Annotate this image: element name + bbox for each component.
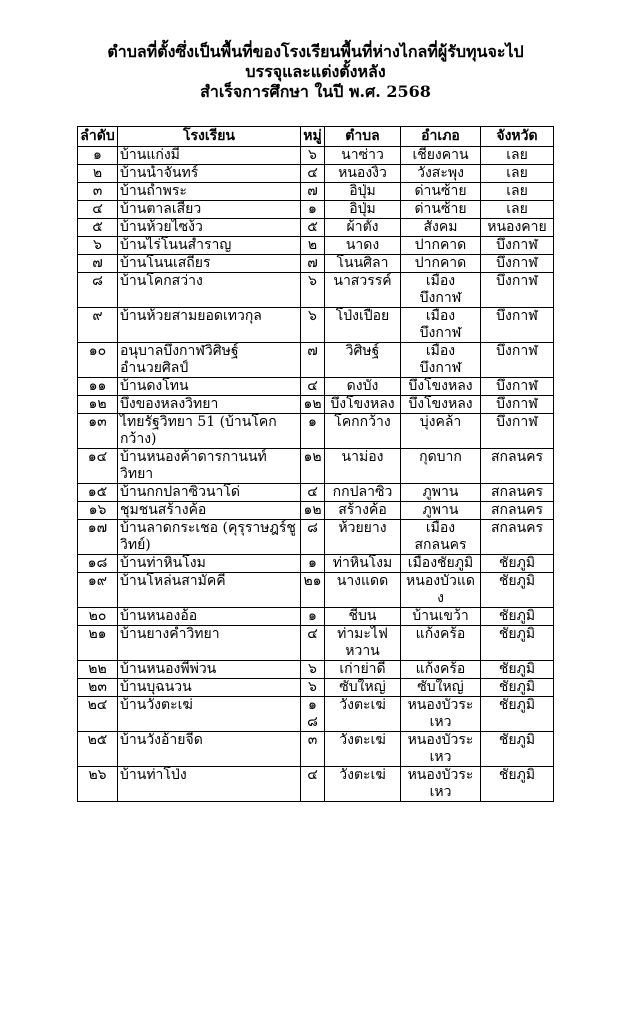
cell-tambon: โนนศิลา <box>325 255 401 273</box>
table-row <box>78 573 554 608</box>
cell-school: อนุบาลบึงกาฬวิศิษฐ์อำนวยศิลป์ <box>118 343 301 378</box>
table-body <box>78 147 554 802</box>
table-row <box>78 449 554 484</box>
cell-province: บึงกาฬ <box>481 343 554 378</box>
cell-province: บึงกาฬ <box>481 255 554 273</box>
table-row <box>78 732 554 767</box>
table-row <box>78 697 554 732</box>
cell-province: สกลนคร <box>481 502 554 520</box>
cell-school: บ้านแก่งมี่ <box>118 147 301 165</box>
title-line-2: บรรจุและแต่งตั้งหลัง <box>245 62 386 81</box>
cell-amphoe: ด่านซ้าย <box>401 183 481 201</box>
cell-school: บ้านถ้ำพระ <box>118 183 301 201</box>
cell-no: ๙ <box>78 308 118 343</box>
table-row <box>78 147 554 165</box>
cell-moo: ๒๑ <box>301 573 325 608</box>
cell-tambon: สร้างค้อ <box>325 502 401 520</box>
cell-province: บึงกาฬ <box>481 273 554 308</box>
document-title <box>0 42 631 102</box>
cell-amphoe: ภูพาน <box>401 502 481 520</box>
cell-amphoe: เมืองชัยภูมิ <box>401 555 481 573</box>
cell-no: ๑ <box>78 147 118 165</box>
cell-amphoe: เมือง บึงกาฬ <box>401 308 481 343</box>
cell-no: ๑๒ <box>78 396 118 414</box>
table-row <box>78 219 554 237</box>
table-row <box>78 661 554 679</box>
cell-school: บ้านตาลเสี้ยว <box>118 201 301 219</box>
cell-no: ๒๓ <box>78 679 118 697</box>
table-row <box>78 679 554 697</box>
cell-no: ๓ <box>78 183 118 201</box>
cell-tambon: เก่าย่าดี <box>325 661 401 679</box>
cell-school: บ้านลาดกระเชอ (คุรุราษฎร์ชูวิทย์) <box>118 520 301 555</box>
title-line-1: ตำบลที่ตั้งซึ่งเป็นพื้นที่ของโรงเรียนพื้นที่ห่างไกลที่ผู้รับทุนจะไป <box>107 42 524 61</box>
table-row <box>78 183 554 201</box>
header-tambon: ตำบล <box>325 127 401 147</box>
cell-school: บ้านหนองค้าดารกานนท์วิทยา <box>118 449 301 484</box>
cell-no: ๑๓ <box>78 414 118 449</box>
table-row <box>78 396 554 414</box>
header-amphoe: อำเภอ <box>401 127 481 147</box>
table-row <box>78 255 554 273</box>
header-no: ลำดับ <box>78 127 118 147</box>
cell-school: บ้านท่าโป่ง <box>118 767 301 802</box>
cell-amphoe: ปากคาด <box>401 237 481 255</box>
cell-moo: ๘ <box>301 520 325 555</box>
table-row <box>78 502 554 520</box>
table-row <box>78 273 554 308</box>
cell-school: บ้านกกปลาซิวนาโด่ <box>118 484 301 502</box>
cell-amphoe: หนองบัวระเหว <box>401 767 481 802</box>
cell-no: ๗ <box>78 255 118 273</box>
cell-amphoe: สังคม <box>401 219 481 237</box>
cell-amphoe: เชียงคาน <box>401 147 481 165</box>
cell-amphoe: ซับใหญ่ <box>401 679 481 697</box>
cell-tambon: ท่ามะไฟหวาน <box>325 626 401 661</box>
cell-no: ๒๕ <box>78 732 118 767</box>
cell-moo: ๖ <box>301 679 325 697</box>
cell-school: บ้านโนนเสถียร <box>118 255 301 273</box>
table-row <box>78 608 554 626</box>
cell-moo: ๑๒ <box>301 502 325 520</box>
header-school: โรงเรียน <box>118 127 301 147</box>
cell-tambon: นาม่อง <box>325 449 401 484</box>
cell-province: ชัยภูมิ <box>481 732 554 767</box>
cell-moo: ๗ <box>301 255 325 273</box>
cell-tambon: ซับใหญ่ <box>325 679 401 697</box>
cell-tambon: ผ้าตั้ง <box>325 219 401 237</box>
cell-tambon: อิปุ่ม <box>325 201 401 219</box>
cell-tambon: โป่งเปือย <box>325 308 401 343</box>
table-row <box>78 237 554 255</box>
cell-moo: ๕ <box>301 219 325 237</box>
cell-no: ๑๔ <box>78 449 118 484</box>
cell-province: ชัยภูมิ <box>481 626 554 661</box>
cell-no: ๒๔ <box>78 697 118 732</box>
cell-moo: ๗ <box>301 183 325 201</box>
cell-moo: ๑๒ <box>301 396 325 414</box>
table-row <box>78 343 554 378</box>
cell-amphoe: กุดบาก <box>401 449 481 484</box>
cell-school: บ้านห้วยไซง้ว <box>118 219 301 237</box>
cell-school: บ้านหนองอ้อ <box>118 608 301 626</box>
cell-province: เลย <box>481 183 554 201</box>
cell-tambon: นางแดด <box>325 573 401 608</box>
cell-province: หนองคาย <box>481 219 554 237</box>
cell-moo: ๑ <box>301 414 325 449</box>
cell-no: ๕ <box>78 219 118 237</box>
cell-province: สกลนคร <box>481 449 554 484</box>
cell-school: บ้านวังอ้ายจีด <box>118 732 301 767</box>
cell-moo: ๑๘ <box>301 697 325 732</box>
cell-tambon: บึงโขงหลง <box>325 396 401 414</box>
cell-school: บ้านท่าหินโงม <box>118 555 301 573</box>
cell-moo: ๑ <box>301 555 325 573</box>
cell-school: บ้านหนองพีพ่วน <box>118 661 301 679</box>
cell-school: บ้านไร่โนนสำราญ <box>118 237 301 255</box>
cell-moo: ๖ <box>301 308 325 343</box>
cell-school: บ้านน้ำจันทร์ <box>118 165 301 183</box>
cell-province: บึงกาฬ <box>481 414 554 449</box>
cell-no: ๔ <box>78 201 118 219</box>
cell-moo: ๑๒ <box>301 449 325 484</box>
cell-moo: ๔ <box>301 378 325 396</box>
cell-province: ชัยภูมิ <box>481 697 554 732</box>
cell-tambon: หนองงิ้ว <box>325 165 401 183</box>
cell-tambon: โคกกว้าง <box>325 414 401 449</box>
cell-school: ชุมชนสร้างค้อ <box>118 502 301 520</box>
cell-moo: ๑ <box>301 201 325 219</box>
table-row <box>78 414 554 449</box>
cell-amphoe: หนองบัวระเหว <box>401 697 481 732</box>
cell-amphoe: บ้านเขว้า <box>401 608 481 626</box>
cell-school: บ้านดงโทน <box>118 378 301 396</box>
cell-moo: ๓ <box>301 732 325 767</box>
cell-amphoe: เมือง บึงกาฬ <box>401 273 481 308</box>
cell-school: บ้านห้วยสามยอดเทวกุล <box>118 308 301 343</box>
cell-moo: ๖ <box>301 147 325 165</box>
cell-tambon: วังตะเฆ่ <box>325 732 401 767</box>
cell-no: ๑๖ <box>78 502 118 520</box>
cell-no: ๖ <box>78 237 118 255</box>
table-row <box>78 767 554 802</box>
cell-province: ชัยภูมิ <box>481 661 554 679</box>
cell-amphoe: ภูพาน <box>401 484 481 502</box>
cell-province: ชัยภูมิ <box>481 573 554 608</box>
cell-school: บึงของหลงวิทยา <box>118 396 301 414</box>
cell-tambon: ชีบน <box>325 608 401 626</box>
cell-no: ๑๙ <box>78 573 118 608</box>
cell-amphoe: ด่านซ้าย <box>401 201 481 219</box>
table-row <box>78 626 554 661</box>
cell-amphoe: เมือง บึงกาฬ <box>401 343 481 378</box>
cell-amphoe: เมือง สกลนคร <box>401 520 481 555</box>
cell-no: ๑๕ <box>78 484 118 502</box>
cell-school: บ้านโหล่นสามัคคี <box>118 573 301 608</box>
cell-no: ๑๐ <box>78 343 118 378</box>
cell-school: บ้านบุฉนวน <box>118 679 301 697</box>
table-row <box>78 165 554 183</box>
table-row <box>78 201 554 219</box>
cell-moo: ๔ <box>301 626 325 661</box>
cell-province: บึงกาฬ <box>481 396 554 414</box>
table-row <box>78 520 554 555</box>
cell-province: สกลนคร <box>481 484 554 502</box>
cell-tambon: วังตะเฆ่ <box>325 767 401 802</box>
cell-no: ๑๘ <box>78 555 118 573</box>
table-row <box>78 378 554 396</box>
cell-school: ไทยรัฐวิทยา 51 (บ้านโคกกว้าง) <box>118 414 301 449</box>
cell-moo: ๑ <box>301 608 325 626</box>
cell-amphoe: บุ่งคล้า <box>401 414 481 449</box>
cell-tambon: นาสวรรค์ <box>325 273 401 308</box>
cell-province: ชัยภูมิ <box>481 555 554 573</box>
cell-moo: ๔ <box>301 484 325 502</box>
cell-amphoe: บึงโขงหลง <box>401 396 481 414</box>
cell-tambon: ดงบัง <box>325 378 401 396</box>
cell-no: ๒ <box>78 165 118 183</box>
cell-tambon: กกปลาซิว <box>325 484 401 502</box>
cell-province: เลย <box>481 147 554 165</box>
cell-moo: ๔ <box>301 767 325 802</box>
cell-school: บ้านยางคำวิทยา <box>118 626 301 661</box>
cell-moo: ๔ <box>301 165 325 183</box>
cell-province: เลย <box>481 201 554 219</box>
cell-tambon: อิปุ่ม <box>325 183 401 201</box>
cell-province: สกลนคร <box>481 520 554 555</box>
cell-moo: ๒ <box>301 237 325 255</box>
cell-tambon: นาซ่าว <box>325 147 401 165</box>
cell-no: ๒๒ <box>78 661 118 679</box>
cell-amphoe: แก้งคร้อ <box>401 661 481 679</box>
cell-tambon: นาดง <box>325 237 401 255</box>
cell-amphoe: แก้งคร้อ <box>401 626 481 661</box>
cell-province: บึงกาฬ <box>481 237 554 255</box>
cell-school: บ้านโคกสว่าง <box>118 273 301 308</box>
cell-province: เลย <box>481 165 554 183</box>
cell-moo: ๗ <box>301 343 325 378</box>
cell-moo: ๖ <box>301 661 325 679</box>
cell-province: บึงกาฬ <box>481 378 554 396</box>
cell-province: ชัยภูมิ <box>481 608 554 626</box>
cell-tambon: วังตะเฆ่ <box>325 697 401 732</box>
cell-amphoe: หนองบัวแดง <box>401 573 481 608</box>
school-table <box>77 126 554 802</box>
cell-amphoe: ปากคาด <box>401 255 481 273</box>
cell-province: ชัยภูมิ <box>481 679 554 697</box>
cell-province: ชัยภูมิ <box>481 767 554 802</box>
cell-amphoe: บึงโขงหลง <box>401 378 481 396</box>
table-row <box>78 484 554 502</box>
cell-tambon: วิศิษฐ์ <box>325 343 401 378</box>
cell-no: ๘ <box>78 273 118 308</box>
cell-province: บึงกาฬ <box>481 308 554 343</box>
cell-no: ๑๗ <box>78 520 118 555</box>
cell-tambon: ท่าหินโงม <box>325 555 401 573</box>
cell-tambon: ห้วยยาง <box>325 520 401 555</box>
table-header-row <box>78 127 554 147</box>
header-moo: หมู่ <box>301 127 325 147</box>
header-province: จังหวัด <box>481 127 554 147</box>
cell-school: บ้านวังตะเฆ่ <box>118 697 301 732</box>
cell-no: ๒๑ <box>78 626 118 661</box>
cell-amphoe: หนองบัวระเหว <box>401 732 481 767</box>
table-row <box>78 555 554 573</box>
title-line-3: สำเร็จการศึกษา ในปี พ.ศ. 2568 <box>200 82 431 101</box>
cell-amphoe: วังสะพุง <box>401 165 481 183</box>
cell-no: ๑๑ <box>78 378 118 396</box>
table-row <box>78 308 554 343</box>
cell-moo: ๖ <box>301 273 325 308</box>
cell-no: ๒๐ <box>78 608 118 626</box>
cell-no: ๒๖ <box>78 767 118 802</box>
